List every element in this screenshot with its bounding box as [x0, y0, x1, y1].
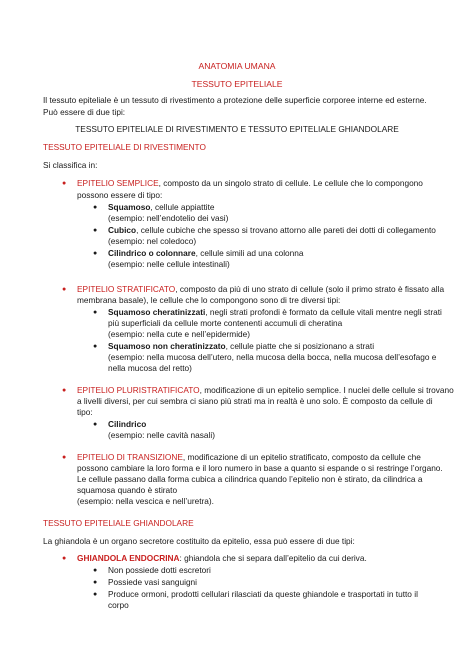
item-name: Squamoso [108, 202, 151, 212]
item-text: , cellule appiattite [150, 202, 215, 212]
endocrina-item-3-cont: corpo [108, 600, 129, 610]
endocrina-item-2: Possiede vasi sanguigni [108, 577, 198, 587]
item-text: , negli strati profondi è formato da cellule vitali mentre negli strati [205, 307, 442, 317]
pluristratificato-name: EPITELIO PLURISTRATIFICATO [77, 385, 200, 395]
stratificato-item-1 [108, 307, 442, 318]
item-name: Cubico [108, 225, 137, 235]
semplice-item-1 [108, 202, 215, 213]
bullet-icon: ● [62, 286, 67, 293]
stratificato-item-1-cont: più superficiali da cellule morte contenenti accumuli di cheratina [108, 318, 343, 328]
stratificato-line-1 [77, 284, 444, 295]
bullet-icon: ● [62, 180, 67, 187]
item-text: , cellule cubiche che spesso si trovano attorno alle pareti dei dotti di collegamento [136, 225, 436, 235]
document-title: ANATOMIA UMANA [198, 61, 276, 71]
intro-line-1: Il tessuto epiteliale è un tessuto di rivestimento a protezione delle superficie corporee interne ed esterne. [43, 95, 427, 105]
stratificato-line-2: membrana basale), le cellule che lo compongono sono di tre diversi tipi: [77, 295, 341, 305]
bullet-icon: ● [62, 555, 67, 562]
pluristratificato-item-1-example: (esempio: nelle cavità nasali) [108, 430, 215, 440]
classify-line: Si classifica in: [43, 160, 98, 170]
pluristratificato-line-3: tipo: [77, 407, 93, 417]
transizione-line-5: (esempio: nella vescica e nell’uretra). [77, 496, 214, 506]
transizione-line-1 [77, 452, 421, 463]
intro-line-2: Può essere di due tipi: [43, 107, 126, 117]
transizione-text: , modificazione di un epitelio stratificato, composto da cellule che [182, 452, 421, 462]
semplice-item-3 [108, 248, 304, 259]
endocrina-item-3: Produce ormoni, prodotti cellulari rilasciati da queste ghiandole e trasportati in tutto il [108, 589, 418, 599]
endocrina-name: GHIANDOLA ENDOCRINA [77, 553, 180, 563]
semplice-item-2 [108, 225, 436, 236]
stratificato-name: EPITELIO STRATIFICATO [77, 284, 176, 294]
stratificato-text: , composto da più di uno strato di cellule (solo il primo strato è fissato alla [175, 284, 445, 294]
bullet-icon: ● [93, 567, 98, 574]
semplice-text: , composto da un singolo strato di cellule. Le cellule che lo compongono [158, 178, 423, 188]
bullet-icon: ● [93, 579, 98, 586]
semplice-name: EPITELIO SEMPLICE [77, 178, 159, 188]
bullet-icon: ● [93, 204, 98, 211]
semplice-line-1 [77, 178, 423, 189]
bullet-icon: ● [93, 591, 98, 598]
ghiandolare-intro: La ghiandola è un organo secretore costituito da epitelio, essa può essere di due tipi: [43, 536, 355, 546]
semplice-line-2: possono essere di tipo: [77, 190, 163, 200]
item-name: Squamoso cheratinizzati [108, 307, 206, 317]
transizione-line-2: possono cambiare la loro forma e il loro numero in base a quanto si espande o si restringe l’organo. [77, 463, 443, 473]
bullet-icon: ● [62, 387, 67, 394]
pluristratificato-line-1 [77, 385, 454, 396]
stratificato-item-1-example: (esempio: nella cute e nell’epidermide) [108, 329, 251, 339]
stratificato-item-2-example-cont: nella mucosa del retto) [108, 363, 192, 373]
bullet-icon: ● [93, 227, 98, 234]
section-heading-rivestimento: TESSUTO EPITELIALE DI RIVESTIMENTO [43, 142, 206, 152]
bullet-icon: ● [93, 421, 98, 428]
pluristratificato-line-2: a livelli diversi, per cui sembra ci siano più strati ma in realtà è uno solo. È composto da cellule di [77, 396, 433, 406]
item-name: Cilindrico o colonnare [108, 248, 196, 258]
stratificato-item-2-example: (esempio: nella mucosa dell’utero, nella mucosa della bocca, nella mucosa dell’esofago e [108, 352, 437, 362]
bullet-icon: ● [93, 250, 98, 257]
item-text: , cellule piatte che si posizionano a strati [225, 341, 375, 351]
semplice-item-1-example: (esempio: nell’endotelio dei vasi) [108, 213, 229, 223]
semplice-item-3-example: (esempio: nelle cellule intestinali) [108, 259, 230, 269]
document-subtitle: TESSUTO EPITELIALE [191, 79, 283, 89]
bullet-icon: ● [62, 454, 67, 461]
pluristratificato-item-1: Cilindrico [108, 419, 147, 429]
endocrina-item-1: Non possiede dotti escretori [108, 565, 211, 575]
types-line: TESSUTO EPITELIALE DI RIVESTIMENTO E TESSUTO EPITELIALE GHIANDOLARE [75, 124, 399, 134]
endocrina-text: : ghiandola che si separa dall’epitelio da cui deriva. [179, 553, 367, 563]
stratificato-item-2 [108, 341, 374, 352]
item-name: Squamoso non cheratinizzato [108, 341, 226, 351]
endocrina-line [77, 553, 367, 564]
item-text: , cellule simili ad una colonna [195, 248, 304, 258]
pluristratificato-text: , modificazione di un epitelio semplice. I nuclei delle cellule si trovano [199, 385, 454, 395]
bullet-icon: ● [93, 309, 98, 316]
semplice-item-2-example: (esempio: nel coledoco) [108, 236, 197, 246]
section-heading-ghiandolare: TESSUTO EPITELIALE GHIANDOLARE [43, 518, 194, 528]
transizione-line-3: Le cellule passano dalla forma cubica a cilindrica quando l’epitelio non è stirato, da cilindrica a [77, 474, 423, 484]
transizione-name: EPITELIO DI TRANSIZIONE [77, 452, 183, 462]
transizione-line-4: squamosa quando è stirato [77, 485, 178, 495]
bullet-icon: ● [93, 343, 98, 350]
